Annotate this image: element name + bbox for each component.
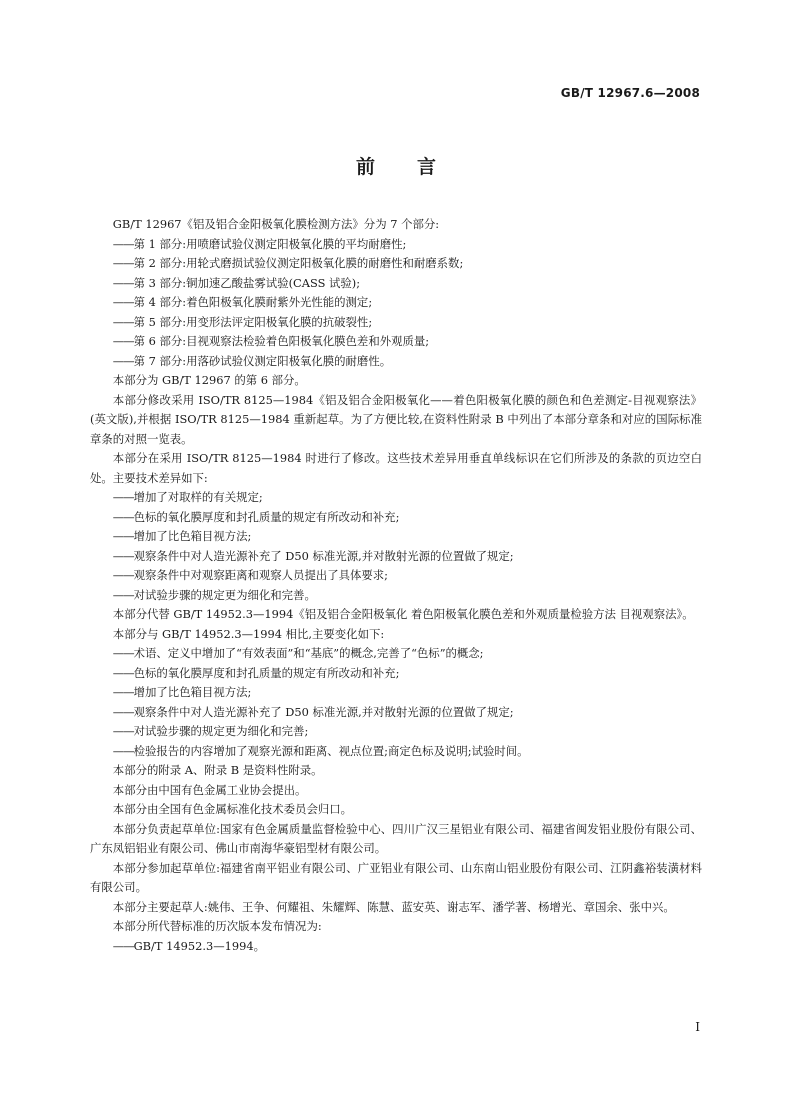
list-item-text: 第 4 部分:着色阳极氧化膜耐紫外光性能的测定; bbox=[133, 295, 373, 309]
dash-prefix: —— bbox=[112, 509, 134, 524]
dash-prefix: —— bbox=[112, 353, 134, 368]
list-item bbox=[90, 703, 702, 723]
paragraph: 本部分修改采用 ISO/TR 8125—1984《铝及铝合金阳极氧化——着色阳极氧化膜的颜色和色差测定-目视观察法》(英文版),并根据 ISO/TR 8125—1984 重新起草。为了方便比较,在资料性附录 B 中列出了本部分章条和对应的国际标准章条的对照一览表。 bbox=[90, 392, 702, 446]
list-item-text: 观察条件中对人造光源补充了 D50 标准光源,并对散射光源的位置做了规定; bbox=[133, 548, 514, 563]
page-number: I bbox=[695, 1020, 700, 1034]
list-item bbox=[90, 352, 702, 372]
dash-prefix: —— bbox=[112, 646, 134, 660]
list-item-text: 第 2 部分:用轮式磨损试验仪测定阳极氧化膜的耐磨性和耐磨系数; bbox=[133, 256, 464, 270]
list-item-text: 术语、定义中增加了“有效表面”和“基底”的概念,完善了“色标”的概念; bbox=[133, 646, 484, 660]
paragraph: 本部分由中国有色金属工业协会提出。 bbox=[112, 782, 307, 797]
list-item bbox=[90, 683, 702, 703]
list-item bbox=[90, 235, 702, 255]
list-item-text: 观察条件中对观察距离和观察人员提出了具体要求; bbox=[133, 568, 389, 582]
dash-prefix: —— bbox=[112, 685, 134, 699]
dash-prefix: —— bbox=[112, 314, 134, 329]
list-item bbox=[90, 313, 702, 333]
dash-prefix: —— bbox=[112, 295, 134, 309]
list-item bbox=[90, 586, 702, 606]
list-item-text: 检验报告的内容增加了观察光源和距离、视点位置;商定色标及说明;试验时间。 bbox=[133, 743, 529, 758]
list-item-text: 增加了对取样的有关规定; bbox=[133, 490, 263, 504]
list-item bbox=[90, 644, 702, 664]
list-item-text: 第 3 部分:铜加速乙酸盐雾试验(CASS 试验); bbox=[133, 275, 361, 290]
dash-prefix: —— bbox=[112, 548, 134, 563]
list-item-text: 色标的氧化膜厚度和封孔质量的规定有所改动和补充; bbox=[133, 665, 400, 680]
list-item bbox=[90, 332, 702, 352]
paragraph: 本部分由全国有色金属标准化技术委员会归口。 bbox=[112, 802, 353, 816]
dash-prefix: —— bbox=[112, 334, 134, 348]
list-item bbox=[90, 547, 702, 567]
list-item-text: 对试验步骤的规定更为细化和完善; bbox=[133, 724, 309, 738]
dash-prefix: —— bbox=[112, 256, 134, 270]
page-title bbox=[0, 152, 792, 179]
list-item bbox=[90, 664, 702, 684]
paragraph: 本部分所代替标准的历次版本发布情况为: bbox=[112, 919, 322, 933]
paragraph: 本部分的附录 A、附录 B 是资料性附录。 bbox=[112, 763, 323, 777]
dash-prefix: —— bbox=[112, 704, 134, 719]
list-item-text: 色标的氧化膜厚度和封孔质量的规定有所改动和补充; bbox=[133, 509, 400, 524]
title-char-2: 言 bbox=[417, 156, 437, 178]
standard-number: GB/T 12967.6—2008 bbox=[560, 86, 700, 100]
list-item bbox=[90, 274, 702, 294]
list-item-text: 对试验步骤的规定更为细化和完善。 bbox=[133, 587, 316, 602]
paragraph: 本部分代替 GB/T 14952.3—1994《铝及铝合金阳极氧化 着色阳极氧化膜色差和外观质量检验方法 目视观察法》。 bbox=[112, 607, 694, 621]
list-item bbox=[90, 566, 702, 586]
list-item bbox=[90, 722, 702, 742]
dash-prefix: —— bbox=[112, 275, 134, 290]
paragraph: 本部分与 GB/T 14952.3—1994 相比,主要变化如下: bbox=[112, 626, 385, 641]
list-item-text: 第 1 部分:用喷磨试验仪测定阳极氧化膜的平均耐磨性; bbox=[133, 236, 407, 251]
list-item bbox=[90, 254, 702, 274]
dash-prefix: —— bbox=[112, 724, 134, 738]
paragraph: 本部分主要起草人:姚伟、王争、何耀祖、朱耀辉、陈慧、蓝安英、谢志军、潘学著、杨增光、章国余、张中兴。 bbox=[112, 899, 675, 914]
dash-prefix: —— bbox=[112, 587, 134, 602]
dash-prefix: —— bbox=[112, 665, 134, 680]
title-char-1: 前 bbox=[355, 156, 375, 178]
list-item-text: GB/T 14952.3—1994。 bbox=[133, 938, 265, 953]
foreword-body bbox=[90, 215, 702, 956]
list-item bbox=[90, 527, 702, 547]
list-item-text: 第 7 部分:用落砂试验仪测定阳极氧化膜的耐磨性。 bbox=[133, 353, 392, 368]
list-item-text: 第 6 部分:目视观察法检验着色阳极氧化膜色差和外观质量; bbox=[133, 334, 430, 348]
dash-prefix: —— bbox=[112, 743, 134, 758]
dash-prefix: —— bbox=[112, 529, 134, 543]
dash-prefix: —— bbox=[112, 568, 134, 582]
list-item bbox=[90, 508, 702, 528]
list-item-text: 观察条件中对人造光源补充了 D50 标准光源,并对散射光源的位置做了规定; bbox=[133, 704, 514, 719]
paragraph: GB/T 12967《铝及铝合金阳极氧化膜检测方法》分为 7 个部分: bbox=[112, 217, 440, 231]
list-item-text: 增加了比色箱目视方法; bbox=[133, 685, 252, 699]
dash-prefix: —— bbox=[112, 938, 134, 953]
paragraph: 本部分在采用 ISO/TR 8125—1984 时进行了修改。这些技术差异用垂直单线标识在它们所涉及的条款的页边空白处。主要技术差异如下: bbox=[90, 451, 702, 485]
dash-prefix: —— bbox=[112, 236, 134, 251]
list-item-text: 增加了比色箱目视方法; bbox=[133, 529, 252, 543]
list-item bbox=[90, 488, 702, 508]
dash-prefix: —— bbox=[112, 490, 134, 504]
paragraph: 本部分参加起草单位:福建省南平铝业有限公司、广亚铝业有限公司、山东南山铝业股份有限公司、江阴鑫裕装潢材料有限公司。 bbox=[90, 860, 702, 894]
paragraph: 本部分负责起草单位:国家有色金属质量监督检验中心、四川广汉三星铝业有限公司、福建省闽发铝业股份有限公司、广东凤铝铝业有限公司、佛山市南海华豪铝型材有限公司。 bbox=[90, 821, 702, 855]
paragraph: 本部分为 GB/T 12967 的第 6 部分。 bbox=[112, 373, 306, 387]
list-item bbox=[90, 937, 702, 957]
list-item bbox=[90, 742, 702, 762]
list-item bbox=[90, 293, 702, 313]
list-item-text: 第 5 部分:用变形法评定阳极氧化膜的抗破裂性; bbox=[133, 314, 373, 329]
